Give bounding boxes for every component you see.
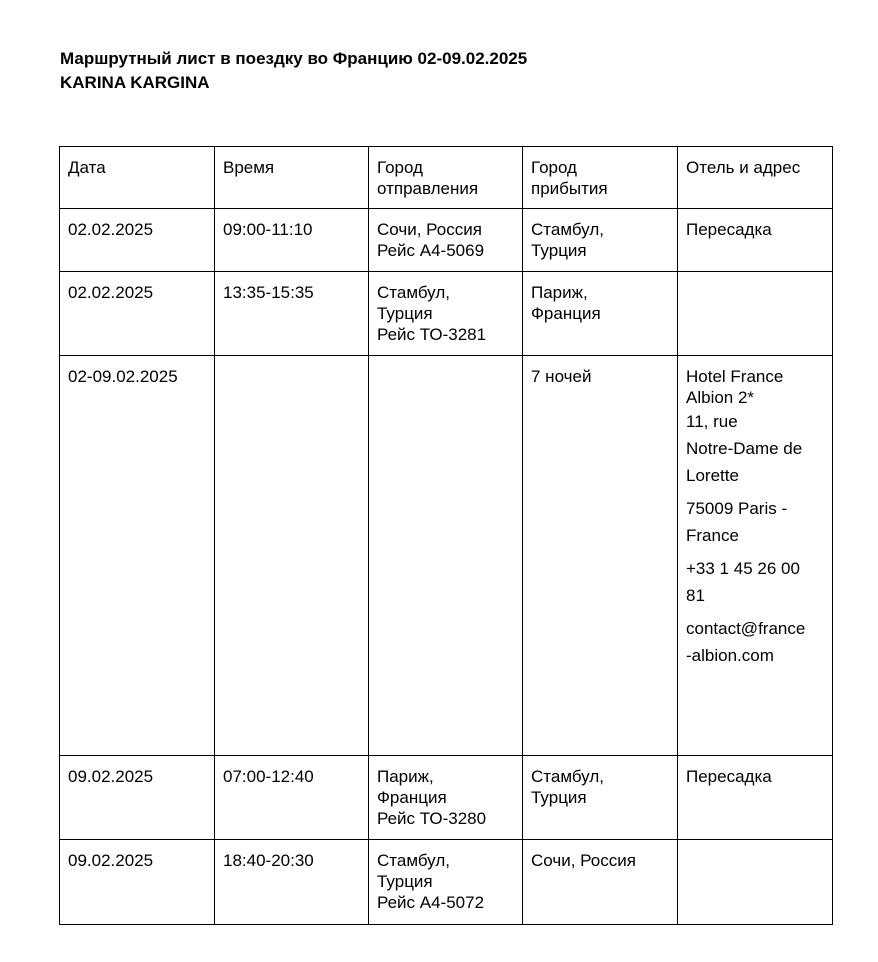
header-time: Время: [215, 147, 369, 209]
table-row: [60, 209, 833, 272]
cell-date: 02-09.02.2025: [60, 356, 215, 756]
cell-time: 07:00-12:40: [215, 756, 369, 840]
cell-departure: Стамбул, Турция Рейс А4-5072: [369, 840, 523, 925]
cell-arrival: Сочи, Россия: [523, 840, 678, 925]
table-row: [60, 840, 833, 925]
cell-time: 18:40-20:30: [215, 840, 369, 925]
cell-time: [215, 356, 369, 756]
table-row: [60, 272, 833, 356]
cell-hotel: [678, 840, 833, 925]
cell-date: 02.02.2025: [60, 272, 215, 356]
cell-hotel: Пересадка: [678, 209, 833, 272]
header-arrival-city: Город прибытия: [523, 147, 678, 209]
cell-date: 02.02.2025: [60, 209, 215, 272]
cell-date: 09.02.2025: [60, 840, 215, 925]
cell-hotel: Пересадка: [678, 756, 833, 840]
cell-time: 13:35-15:35: [215, 272, 369, 356]
cell-arrival: Стамбул, Турция: [523, 209, 678, 272]
cell-departure: [369, 356, 523, 756]
cell-departure: Сочи, Россия Рейс А4-5069: [369, 209, 523, 272]
header-hotel-address: Отель и адрес: [678, 147, 833, 209]
hotel-name: Albion 2*: [686, 388, 755, 407]
table-row: [60, 356, 833, 756]
cell-arrival: Стамбул, Турция: [523, 756, 678, 840]
cell-arrival: Париж, Франция: [523, 272, 678, 356]
cell-departure: Стамбул, Турция Рейс ТО-3281: [369, 272, 523, 356]
cell-time: 09:00-11:10: [215, 209, 369, 272]
hotel-name: Hotel France: [686, 367, 784, 386]
hotel-street-address: 11, rue Notre-Dame de Lorette: [686, 412, 803, 485]
hotel-phone: +33 1 45 26 00 81: [686, 559, 800, 605]
itinerary-table: [59, 146, 833, 925]
cell-date: 09.02.2025: [60, 756, 215, 840]
cell-hotel: [678, 356, 833, 756]
cell-hotel: [678, 272, 833, 356]
traveler-name: KARINA KARGINA: [60, 73, 210, 92]
table-row: [60, 756, 833, 840]
hotel-email: contact@france -albion.com: [686, 619, 806, 665]
cell-departure: Париж, Франция Рейс ТО-3280: [369, 756, 523, 840]
table-header-row: [60, 147, 833, 209]
hotel-city-country: 75009 Paris - France: [686, 499, 788, 545]
document-title: Маршрутный лист в поездку во Францию 02-09.02.2025: [60, 49, 528, 68]
header-date: Дата: [60, 147, 215, 209]
header-departure-city: Город отправления: [369, 147, 523, 209]
document-heading: [60, 47, 527, 95]
cell-arrival: 7 ночей: [523, 356, 678, 756]
